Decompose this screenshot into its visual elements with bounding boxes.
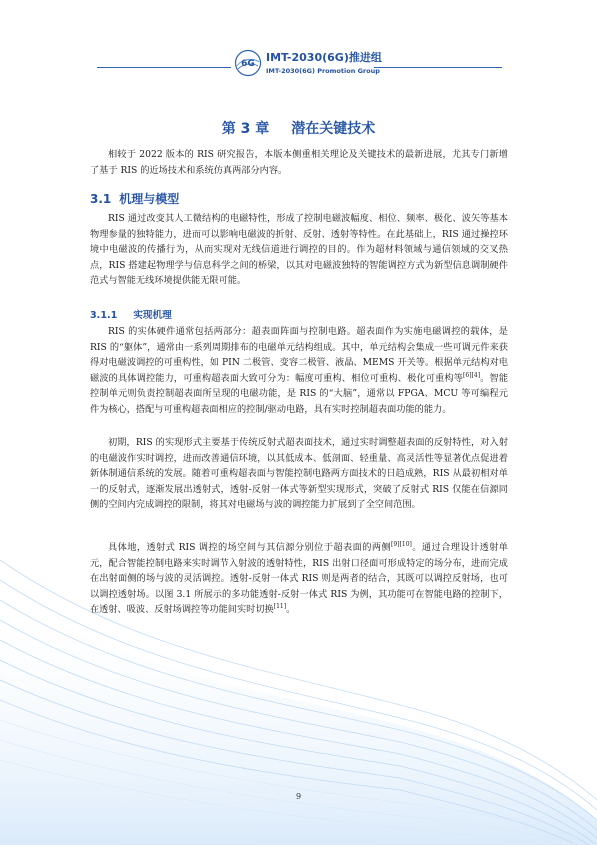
header-rule-right (374, 67, 502, 68)
subsection-number: 3.1.1 (90, 310, 118, 321)
page-number: 9 (295, 792, 302, 801)
mechanism-paragraph-1 (90, 324, 508, 418)
paragraph-text: 具体地，透射式 RIS 调控的场空间与其信源分别位于超表面的两侧 (108, 542, 392, 553)
paragraph-text: RIS 的实体硬件通常包括两部分：超表面阵面与控制电路。超表面作为实施电磁调控的载体，是 RIS 的“躯体”，通常由一系列周期排布的电磁单元结构组成。其中，单元结构会集成一些可调元件来获得对电磁波调控的可重构性，如 PIN 二极管、变容二极管、液晶、MEMS 开关等。根据单元结构对电磁波的具体调控能力，可重构超表面大致可分为：幅度可重构、相位可重构、极化可重构等 (90, 326, 508, 384)
citation-ref[interactable]: [6][4] (463, 371, 481, 379)
header-rule-left (97, 67, 231, 68)
subsection-title: 实现机理 (133, 310, 172, 321)
chapter-heading (0, 118, 597, 138)
citation-ref[interactable]: [11] (273, 603, 287, 611)
mechanism-paragraph-3 (90, 540, 508, 618)
paragraph-text: 。智能控制单元则负责控制超表面所呈现的电磁功能，是 RIS 的“大脑”，通常以 FPGA、MCU 等可编程元件为核心，搭配与可重构超表面相应的控制/驱动电路，具有实时控制超表面功能的能力。 (90, 372, 509, 415)
imt2030-logo-icon (234, 49, 262, 77)
mechanism-paragraph-2: 初期，RIS 的实现形式主要基于传统反射式超表面技术，通过实时调整超表面的反射特性，对入射的电磁波作实时调控，进而改善通信环境，以其低成本、低剖面、轻重量、高灵活性等显著优点促进着新体制通信系统的发展。随着可重构超表面与智能控制电路两方面技术的日趋成熟，RIS 从最初相对单一的反射式，逐渐发展出透射式，透射-反射一体式等新型实现形式，突破了反射式 RIS 仅能在信源同侧的空间内完成调控的限制，将其对电磁场与波的调控能力扩展到了全空间范围。 (90, 437, 508, 511)
logo-text: 6G (241, 59, 255, 69)
header-org-subtitle: IMT-2030(6G) Promotion Group (266, 67, 380, 75)
chapter-number: 第 3 章 (221, 121, 270, 137)
section-number: 3.1 (90, 192, 112, 206)
intro-paragraph: 相较于 2022 版本的 RIS 研究报告，本版本侧重相关理论及关键技术的最新进展，尤其专门新增了基于 RIS 的近场技术和系统仿真两部分内容。 (90, 149, 508, 176)
paragraph-text: 。通过合理设计透射单元，配合智能控制电路来实时调节入射波的透射特性，RIS 出射口径面可形成特定的场分布，进而完成在出射面侧的场与波的灵活调控。透射-反射一体式 RIS 则是两者的结合，其既可以调控反射场，也可以调控透射场。以图 3.1 所展示的多功能透射-反射一体式 RIS 为例，其功能可在智能电路的控制下，在透射、吸波、反射场调控等功能间实时切换 (90, 542, 508, 616)
section-heading-3-1-1 (90, 307, 172, 321)
section-3-1-paragraph: RIS 通过改变其人工微结构的电磁特性，形成了控制电磁波幅度、相位、频率、极化、波矢等基本物理参量的独特能力，进而可以影响电磁波的折射、反射、透射等特性。在此基础上，RIS 通过操控环境中电磁波的传播行为，从而实现对无线信道进行调控的目的。作为超材料领域与通信领域的交叉热点，RIS 搭建起物理学与信息科学之间的桥梁，以其对电磁波独特的智能调控方式为新型信息调制硬件范式与智能无线环境提供能无限可能。 (90, 213, 508, 287)
section-heading-3-1 (90, 190, 179, 207)
citation-ref[interactable]: [9][10] (391, 540, 412, 548)
section-title: 机理与模型 (119, 192, 180, 206)
chapter-title: 潜在关键技术 (291, 121, 376, 137)
header-org-title: IMT-2030(6G)推进组 (266, 51, 382, 64)
paragraph-text: 。 (286, 604, 296, 616)
